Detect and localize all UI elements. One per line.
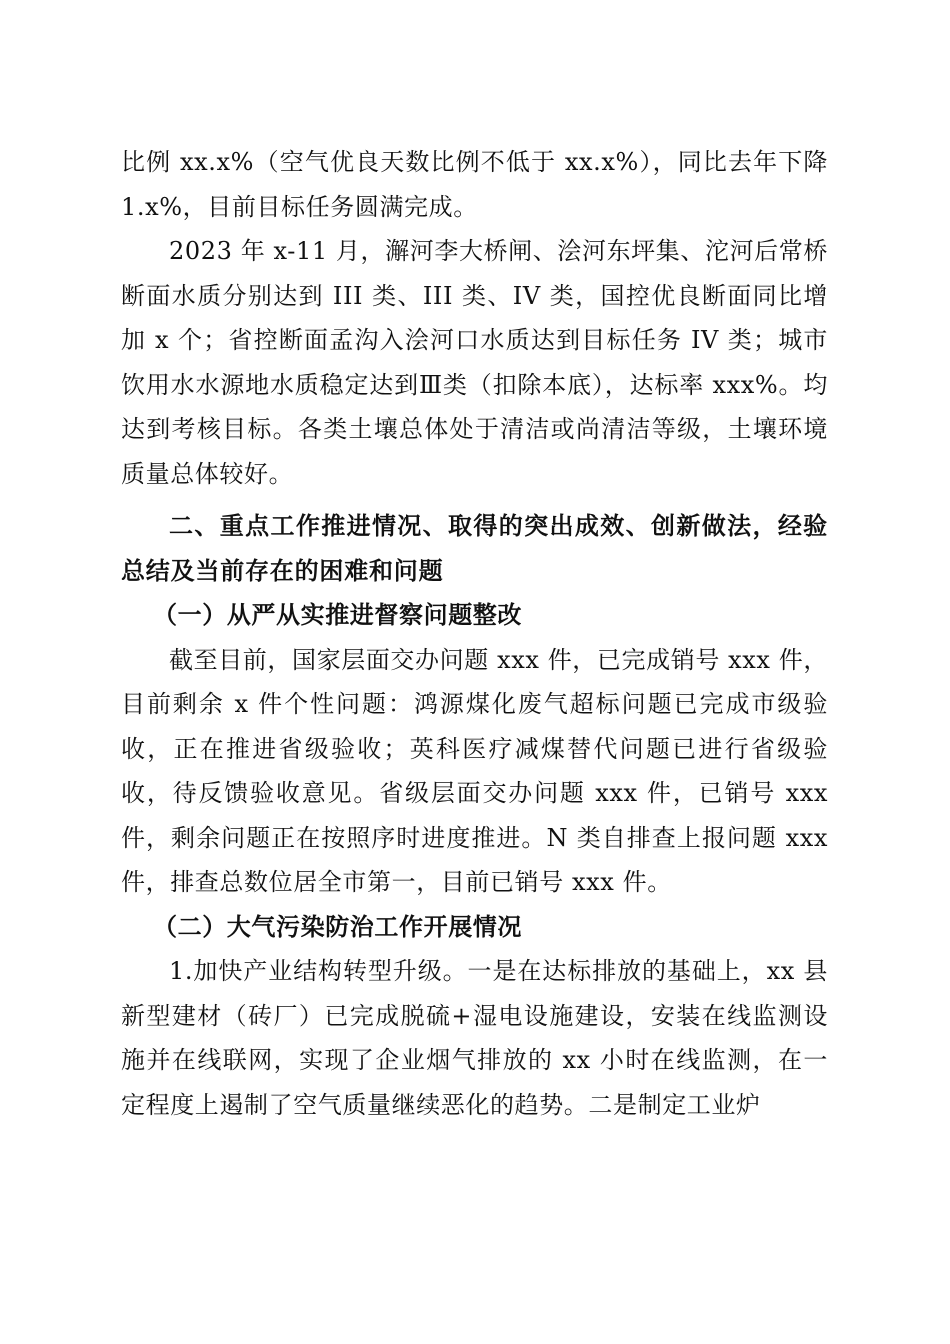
section-heading-key-work: 二、重点工作推进情况、取得的突出成效、创新做法，经验总结及当前存在的困难和问题: [121, 512, 828, 585]
paragraph-inspection-rectification: 截至目前，国家层面交办问题 xxx 件，已完成销号 xxx 件，目前剩余 x 件个性问题：鸿源煤化废气超标问题已完成市级验收，正在推进省级验收；英科医疗减煤替代问题已进行省级验收，待反馈验收意见。省级层面交办问题 xxx 件，已销号 xxx 件，剩余问题正在按照序时进度推进。N 类自排查上报问题 xxx 件，排查总数位居全市第一，目前已销号 xxx 件。: [121, 645, 828, 896]
paragraph-industrial-upgrade: 1.加快产业结构转型升级。一是在达标排放的基础上，xx 县新型建材（砖厂）已完成脱硫+湿电设施建设，安装在线监测设施并在线联网，实现了企业烟气排放的 xx 小时在线监测，在一定程度上遏制了空气质量继续恶化的趋势。二是制定工业炉: [121, 957, 828, 1119]
paragraph-water-soil-quality: 2023 年 x-11 月，澥河李大桥闸、浍河东坪集、沱河后常桥断面水质分别达到 III 类、III 类、IV 类，国控优良断面同比增加 x 个；省控断面孟沟入浍河口水质达到目标任务 IV 类；城市饮用水水源地水质稳定达到Ⅲ类（扣除本底），达标率 xxx%。均达到考核目标。各类土壤总体处于清洁或尚清洁等级，土壤环境质量总体较好。: [121, 237, 828, 488]
subsection-title-inspection-rectification: （一）从严从实推进督察问题整改: [153, 600, 522, 629]
document-body: [121, 140, 828, 1127]
paragraph-air-quality: 比例 xx.x%（空气优良天数比例不低于 xx.x%），同比去年下降 1.x%，目前目标任务圆满完成。: [121, 148, 828, 221]
subsection-title-air-pollution: （二）大气污染防治工作开展情况: [153, 911, 522, 941]
